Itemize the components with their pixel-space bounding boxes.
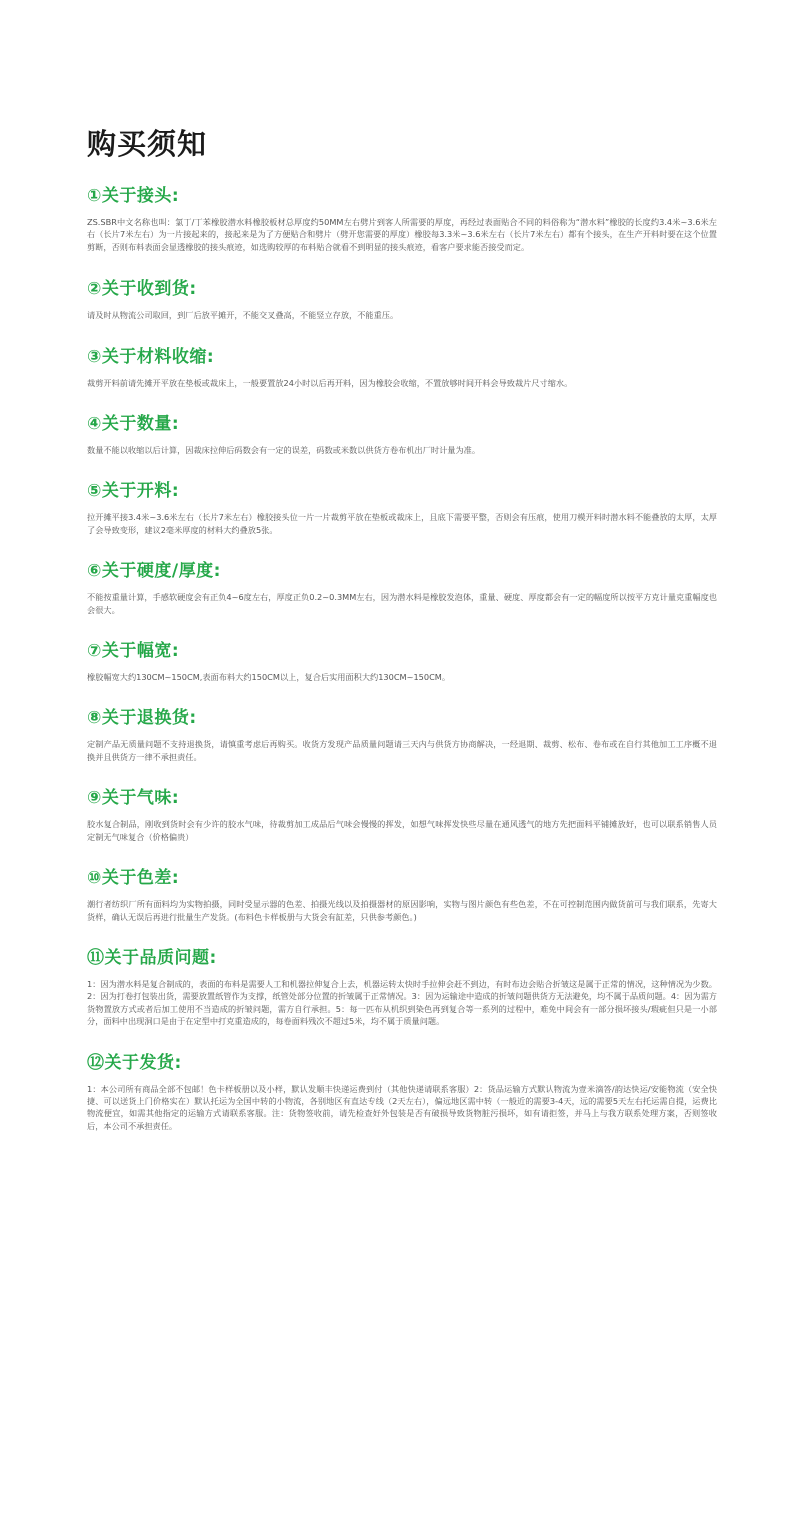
section-heading: ⑧关于退换货: [87, 708, 197, 729]
section-body: ZS.SBR中文名称也叫：氯丁/丁苯橡胶潜水料橡胶板材总厚度约50MM左右劈片到客人所需要的厚度，再经过表面贴合不同的料俗称为“潜水料”橡胶的长度约3.4米~3.6米左右（长片7米左右）为一片接起来的，接起来是为了方便贴合和劈片（劈开您需要的厚度）橡胶每3.3米~3.6米左右（长片7米左右）都有个接头，在生产开料时要在这个位置剪断，否则布料表面会显透橡胶的接头痕迹，如选购较厚的布料贴合就看不到明显的接头痕迹，看客户要求能否接受而定。 [87, 217, 717, 252]
section-heading: ①关于接头: [87, 186, 180, 206]
section-shipping [87, 1052, 717, 1133]
section-heading: ④关于数量: [87, 414, 180, 435]
section-returns [87, 707, 717, 763]
section-heading: ⑪关于品质问题: [87, 947, 217, 968]
section-color-difference [87, 867, 717, 923]
section-body: 胶水复合制品，刚收到货时会有少许的胶水气味，待裁剪加工成品后气味会慢慢的挥发，如想气味挥发快些尽量在通风透气的地方先把面料平铺摊放好，也可以联系销售人员定制无气味复合（价格偏贵） [87, 819, 717, 842]
section-body: 橡胶幅宽大约130CM~150CM,表面布料大约150CM以上，复合后实用面积大约130CM~150CM。 [87, 672, 451, 683]
section-quality [87, 947, 717, 1028]
section-body: 定制产品无质量问题不支持退换货，请慎重考虑后再购买。收货方发现产品质量问题请三天内与供货方协商解决，一经退期、裁剪、松布、卷布或在自行其他加工工序概不退换并且供货方一律不承担责任。 [87, 739, 717, 762]
section-body: 1：因为潜水料是复合制成的，表面的布料是需要人工和机器拉伸复合上去，机器运转太快时手拉伸会赶不到边，有时布边会贴合折皱这是属于正常的情况，这种情况为少数。2：因为打卷打包装出货，需要放置纸管作为支撑，纸管处部分位置的折皱属于正常情况。3：因为运输途中造成的折皱问题供货方无法避免，均不属于品质问题。4：因为需方货物置放方式或者后加工使用不当造成的折皱问题，需方自行承担。5：每一匹布从机织到染色再到复合等一系列的过程中，难免中间会有一部分损坏接头/瑕疵但只是一小部分，面料中出现洞口是由于在定型中打克重造成的，每卷面料残次不超过5米，均不属于质量问题。 [87, 978, 717, 1027]
section-heading: ⑫关于发货: [87, 1052, 182, 1073]
section-body: 潮行者纺织厂所有面料均为实物拍摄，同时受显示器的色差、拍摄光线以及拍摄器材的原因影响，实物与图片颜色有些色差，不在可控制范围内做货前可与我们联系，先寄大货样，确认无误后再进行批量生产发货。(布料色卡样板册与大货会有缸差，只供参考颜色。) [87, 899, 717, 922]
section-body: 裁剪开料前请先摊开平放在垫板或裁床上，一般要置放24小时以后再开料，因为橡胶会收缩，不置放够时间开料会导致裁片尺寸缩水。 [87, 377, 573, 388]
section-shrinkage [87, 346, 717, 389]
section-receiving [87, 278, 717, 321]
section-body: 请及时从物流公司取回，到厂后放平摊开，不能交叉叠高，不能竖立存放，不能重压。 [87, 310, 399, 321]
section-cutting [87, 480, 717, 536]
section-joints [87, 185, 717, 253]
section-hardness-thickness [87, 560, 717, 616]
section-quantity [87, 413, 717, 456]
section-body: 不能按重量计算，手感软硬度会有正负4~6度左右，厚度正负0.2~0.3MM左右，因为潜水料是橡胶发泡体，重量、硬度、厚度都会有一定的幅度所以按平方克计量克重幅度也会很大。 [87, 592, 717, 615]
section-heading: ⑨关于气味: [87, 788, 180, 809]
section-heading: ②关于收到货: [87, 279, 197, 300]
section-body: 1：本公司所有商品全部不包邮！色卡样板册以及小样，默认发顺丰快递运费到付（其他快递请联系客服）2：货品运输方式默认物流为壹米滴答/韵达快运/安能物流（安全快捷、可以送货上门价格实在）默认托运为全国中转的小物流，各别地区有直达专线（2天左右），偏远地区需中转（一般近的需要3-4天，远的需要5天左右托运需自提，运费比物流便宜，如需其他指定的运输方式请联系客服。注：货物签收前，请先检查好外包装是否有破损导致货物脏污损坏，如有请拒签，并马上与我方联系处理方案，否则签收后，本公司不承担责任。 [87, 1083, 717, 1131]
section-body: 拉开摊平接3.4米~3.6米左右（长片7米左右）橡胶接头位一片一片裁剪平放在垫板或裁床上，且底下需要平整，否则会有压痕，使用刀模开料时潜水料不能叠放的太厚，太厚了会导致变形，建议2毫米厚度的材料大约叠放5张。 [87, 512, 717, 535]
section-heading: ③关于材料收缩: [87, 346, 215, 367]
section-odor [87, 787, 717, 843]
section-heading: ⑤关于开料: [87, 481, 180, 502]
purchase-notice [87, 124, 717, 1132]
section-heading: ⑩关于色差: [87, 868, 180, 889]
page-title: 购买须知 [87, 127, 208, 161]
section-body: 数量不能以收缩以后计算，因裁床拉伸后码数会有一定的误差，码数或米数以供货方卷布机出厂时计量为准。 [87, 445, 481, 456]
section-heading: ⑥关于硬度/厚度: [87, 561, 221, 582]
section-width [87, 640, 717, 683]
section-heading: ⑦关于幅宽: [87, 641, 180, 662]
